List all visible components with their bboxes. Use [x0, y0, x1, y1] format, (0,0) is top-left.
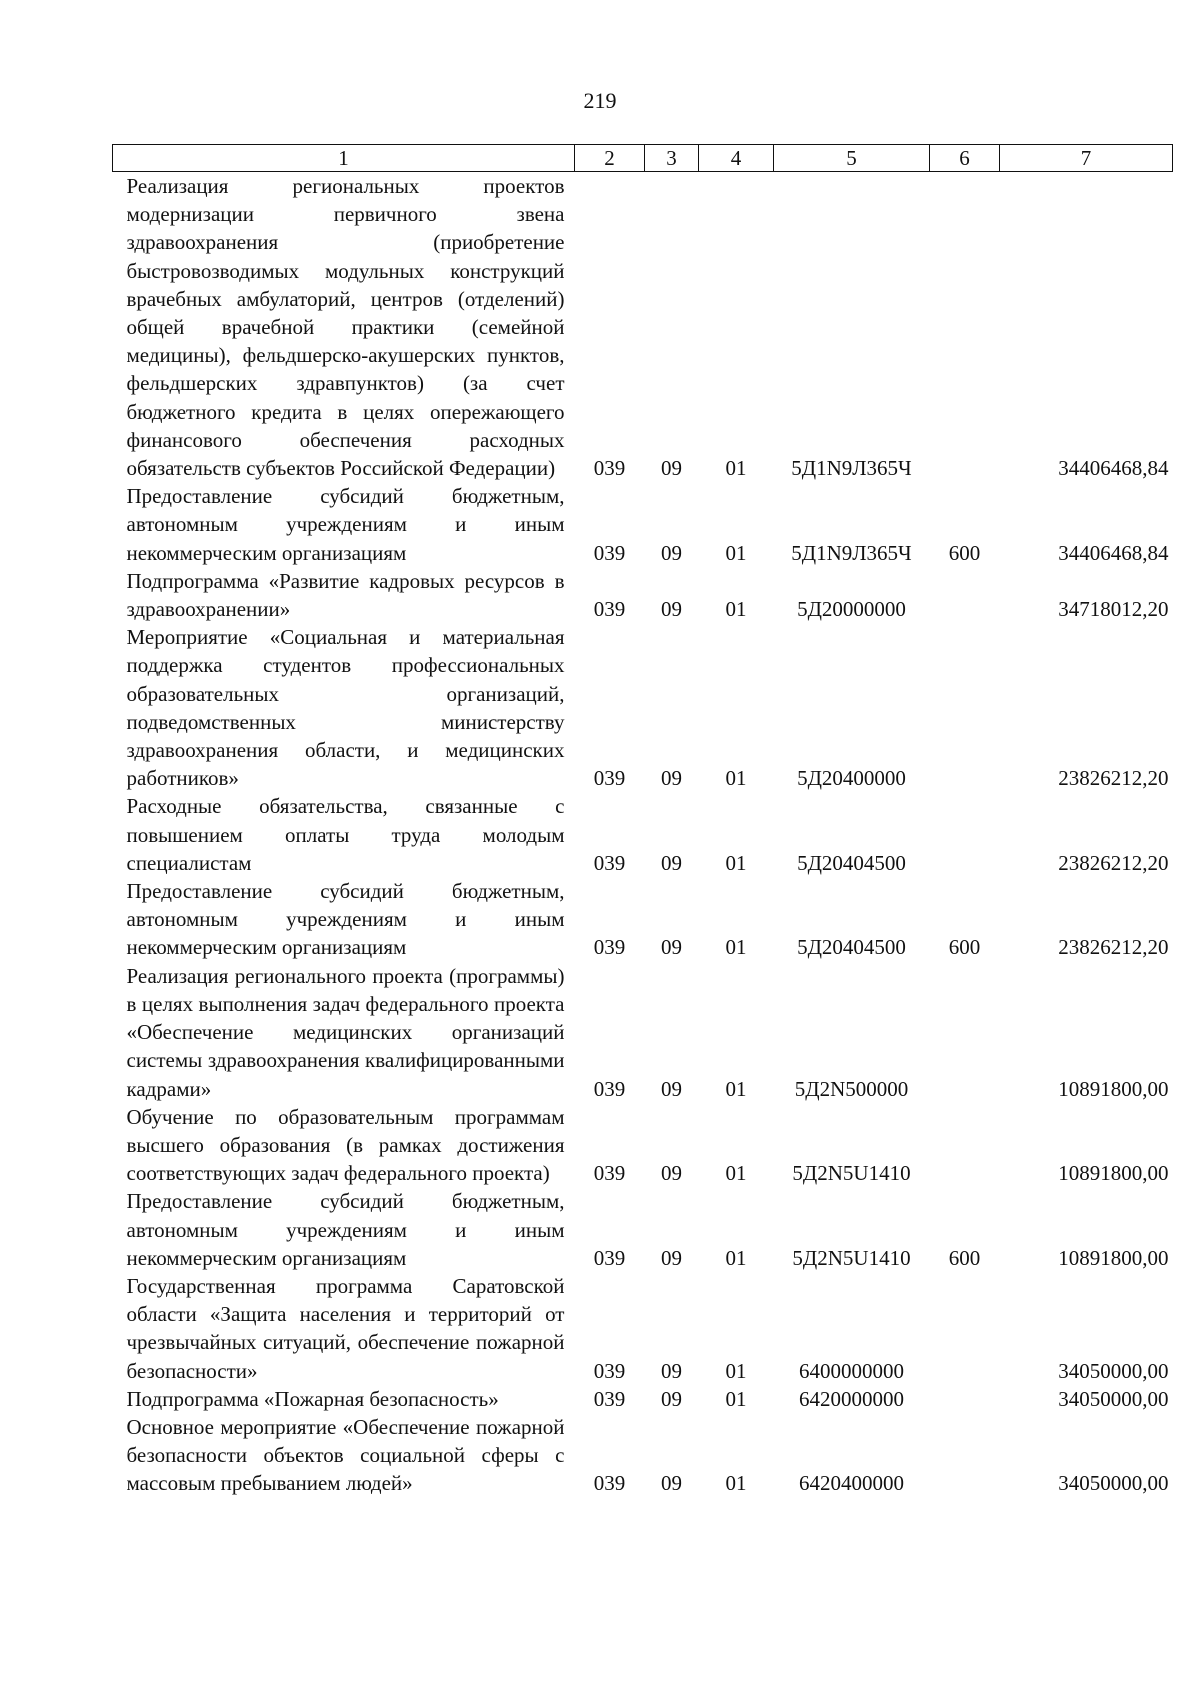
- row-code-subsection: 01: [725, 1471, 747, 1496]
- row-code-section: 09: [661, 540, 682, 565]
- row-code-expense-type: 600: [948, 1245, 981, 1270]
- row-code-subsection: 01: [725, 1358, 747, 1383]
- header-col-3: 3: [645, 145, 699, 172]
- row-amount: 34406468,84: [1058, 456, 1169, 481]
- table-row: [113, 962, 1173, 1103]
- row-code-target: 6420400000: [799, 1471, 904, 1496]
- header-col-5: 5: [774, 145, 930, 172]
- table-row: [113, 172, 1173, 483]
- row-code-target: 6420000000: [799, 1386, 904, 1411]
- row-code-subsection: 01: [725, 597, 747, 622]
- row-name: Реализация региональных проектов модернизации первичного звена здравоохранения (приобретение быстровозводимых модульных конструкций врачебных амбулаторий, центров (отделений) общей врачебной практики (семейной медицины), фельдшерско-акушерских пунктов, фельдшерских здравпунктов) (за счет бюджетного кредита в целях опережающего финансового обеспечения расходных обязательств субъектов Российской Федерации): [126, 174, 565, 481]
- row-code-ministry: 039: [593, 597, 626, 622]
- row-name: Подпрограмма «Развитие кадровых ресурсов в здравоохранении»: [126, 568, 565, 622]
- row-name: Основное мероприятие «Обеспечение пожарной безопасности объектов социальной сферы с массовым пребыванием людей»: [126, 1414, 565, 1496]
- row-code-target: 5Д20000000: [797, 597, 906, 622]
- row-code-subsection: 01: [725, 935, 747, 960]
- table-row: [113, 1385, 1173, 1413]
- header-col-7: 7: [1000, 145, 1173, 172]
- table-row: [113, 482, 1173, 567]
- row-code-ministry: 039: [593, 1358, 626, 1383]
- row-code-expense-type: [930, 567, 1000, 623]
- row-code-section: 09: [661, 1245, 682, 1270]
- row-code-section: 09: [661, 1386, 682, 1411]
- row-amount: 23826212,20: [1058, 766, 1169, 791]
- row-code-section: 09: [661, 597, 682, 622]
- table-row: [113, 567, 1173, 623]
- row-name: Реализация регионального проекта (программы) в целях выполнения задач федерального проекта «Обеспечение медицинских организаций системы здравоохранения квалифицированными кадрами»: [126, 963, 565, 1101]
- table-row: [113, 877, 1173, 962]
- row-code-expense-type: [930, 1103, 1000, 1188]
- table-row: [113, 1103, 1173, 1188]
- row-code-section: 09: [661, 1358, 682, 1383]
- page-number: 219: [583, 88, 617, 113]
- row-code-expense-type: [930, 1413, 1000, 1498]
- row-name: Предоставление субсидий бюджетным, автономным учреждениям и иным некоммерческим организациям: [126, 879, 565, 960]
- row-name: Мероприятие «Социальная и материальная поддержка студентов профессиональных образовательных организаций, подведомственных министерству здравоохранения области, и медицинских работников»: [126, 625, 565, 791]
- row-code-ministry: 039: [593, 1386, 626, 1411]
- row-code-expense-type: [930, 792, 1000, 877]
- row-code-ministry: 039: [593, 766, 626, 791]
- row-code-ministry: 039: [593, 935, 626, 960]
- row-code-expense-type: [930, 1272, 1000, 1385]
- row-code-section: 09: [661, 935, 682, 960]
- row-code-subsection: 01: [725, 1386, 747, 1411]
- row-code-target: 5Д20404500: [797, 850, 906, 875]
- row-code-expense-type: [930, 623, 1000, 792]
- table-row: [113, 623, 1173, 792]
- row-code-target: 5Д2N500000: [794, 1076, 909, 1101]
- row-code-subsection: 01: [725, 766, 747, 791]
- table-row: [113, 1187, 1173, 1272]
- row-code-subsection: 01: [725, 850, 747, 875]
- row-code-expense-type: [930, 172, 1000, 483]
- row-code-ministry: 039: [593, 1076, 626, 1101]
- row-code-subsection: 01: [725, 540, 747, 565]
- row-amount: 10891800,00: [1058, 1245, 1169, 1270]
- row-name: Государственная программа Саратовской области «Защита населения и территорий от чрезвычайных ситуаций, обеспечение пожарной безопасности»: [126, 1273, 565, 1383]
- header-col-6: 6: [930, 145, 1000, 172]
- row-name: Предоставление субсидий бюджетным, автономным учреждениям и иным некоммерческим организациям: [126, 484, 565, 565]
- row-code-section: 09: [661, 1161, 682, 1186]
- row-amount: 34050000,00: [1058, 1386, 1169, 1411]
- table-row: [113, 792, 1173, 877]
- row-code-ministry: 039: [593, 1245, 626, 1270]
- row-code-section: 09: [661, 766, 682, 791]
- row-amount: 34050000,00: [1058, 1358, 1169, 1383]
- row-code-target: 5Д20400000: [797, 766, 906, 791]
- table-row: [113, 1413, 1173, 1498]
- row-code-target: 5Д2N5U1410: [792, 1245, 911, 1270]
- row-code-target: 6400000000: [799, 1358, 904, 1383]
- row-code-expense-type: [930, 1385, 1000, 1413]
- header-col-2: 2: [575, 145, 645, 172]
- row-code-target: 5Д20404500: [797, 935, 906, 960]
- row-code-subsection: 01: [725, 1076, 747, 1101]
- row-code-section: 09: [661, 850, 682, 875]
- row-code-target: 5Д1N9Л365Ч: [791, 456, 912, 481]
- row-code-subsection: 01: [725, 1245, 747, 1270]
- table-row: [113, 1272, 1173, 1385]
- row-code-ministry: 039: [593, 540, 626, 565]
- table-header: [113, 145, 1173, 172]
- row-code-subsection: 01: [725, 1161, 747, 1186]
- row-code-expense-type: [930, 962, 1000, 1103]
- row-code-section: 09: [661, 1471, 682, 1496]
- row-code-section: 09: [661, 456, 682, 481]
- header-col-4: 4: [699, 145, 774, 172]
- row-code-ministry: 039: [593, 1471, 626, 1496]
- row-code-ministry: 039: [593, 1161, 626, 1186]
- row-amount: 23826212,20: [1058, 935, 1169, 960]
- row-code-ministry: 039: [593, 850, 626, 875]
- row-code-target: 5Д1N9Л365Ч: [791, 540, 912, 565]
- row-code-target: 5Д2N5U1410: [792, 1161, 911, 1186]
- table-body: [113, 172, 1173, 1498]
- row-code-expense-type: 600: [948, 540, 981, 565]
- row-amount: 10891800,00: [1058, 1076, 1169, 1101]
- row-amount: 34050000,00: [1058, 1471, 1169, 1496]
- row-amount: 34406468,84: [1058, 540, 1169, 565]
- header-row: [113, 145, 1173, 172]
- row-code-expense-type: 600: [948, 935, 981, 960]
- header-col-1: 1: [113, 145, 575, 172]
- row-amount: 23826212,20: [1058, 850, 1169, 875]
- row-amount: 34718012,20: [1058, 597, 1169, 622]
- budget-table: [112, 144, 1173, 1498]
- row-name: Предоставление субсидий бюджетным, автономным учреждениям и иным некоммерческим организациям: [126, 1189, 565, 1270]
- row-name: Подпрограмма «Пожарная безопасность»: [126, 1386, 499, 1411]
- row-name: Обучение по образовательным программам высшего образования (в рамках достижения соответствующих задач федерального проекта): [126, 1104, 565, 1186]
- row-amount: 10891800,00: [1058, 1161, 1169, 1186]
- row-code-section: 09: [661, 1076, 682, 1101]
- row-code-ministry: 039: [593, 456, 626, 481]
- row-name: Расходные обязательства, связанные с повышением оплаты труда молодым специалистам: [126, 794, 565, 875]
- row-code-subsection: 01: [725, 456, 747, 481]
